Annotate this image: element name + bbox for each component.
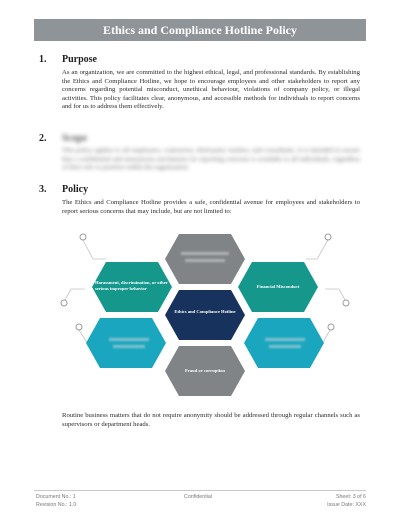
connector-line — [325, 289, 345, 300]
section-2-number: 2. — [39, 133, 47, 144]
connector-dot — [61, 300, 67, 306]
section-1-body: As an organization, we are committed to the highest ethical, legal, and professional standards. By establishing the Ethics and Compliance Hotline, we hope to encourage employees and other stakeholders to report any concerns regarding potential misconduct, unethical behaviour, violations of company policy, or illegal activities. This policy facilitates clear, anonymous, and accessible methods for individuals to report concerns and for us to address them effectively. — [62, 69, 360, 111]
footer-doc-number: Document No.: 1 — [36, 494, 76, 500]
hexagon-right-top-label: Financial Misconduct — [256, 284, 300, 289]
footer-issue-date: Issue Date: XXX — [327, 502, 366, 508]
connector-dot — [76, 324, 82, 330]
section-1-title: Purpose — [62, 54, 97, 65]
connector-line — [65, 289, 85, 300]
hexagon-right-bottom — [244, 318, 324, 368]
hexagon-center-label: Ethics and Compliance Hotline — [174, 309, 236, 314]
connector-dot — [328, 324, 334, 330]
hotline-diagram — [55, 222, 355, 400]
connector-dot — [325, 234, 331, 240]
footer-classification: Confidential — [184, 494, 212, 500]
closing-paragraph: Routine business matters that do not require anonymity should be addressed through regular channels such as supervisors or department heads. — [62, 412, 360, 428]
connector-line — [83, 240, 106, 259]
connector-dot — [343, 300, 349, 306]
section-3-number: 3. — [39, 184, 47, 195]
hexagon-center — [165, 290, 245, 340]
hexagon-left-bottom — [86, 318, 166, 368]
footer-divider — [34, 490, 366, 491]
section-3-title: Policy — [62, 184, 89, 195]
connector-dot — [80, 234, 86, 240]
hexagon-left-top-label: Harassment, discrimination, or other serious improper behavior — [95, 280, 168, 291]
section-2-title: Scope — [62, 133, 87, 144]
section-3-body: The Ethics and Compliance Hotline provides a safe, confidential avenue for employees and stakeholders to report serious concerns that may include, but are not limited to: — [62, 199, 360, 215]
connector-line — [306, 240, 328, 259]
hexagon-bottom-label: Fraud or corruption — [185, 368, 225, 373]
document-title: Ethics and Compliance Hotline Policy — [34, 19, 366, 41]
section-2-body: This policy applies to all employees, contractors, third-party vendors, and consultants. It is intended to ensure that a confidential and anonymous mechanism for reporting concerns is available to all individuals, regardless of their role or position within the organization. — [62, 147, 360, 172]
footer-revision: Revision No.: 1.0 — [36, 502, 77, 508]
footer-sheet: Sheet: 3 of 6 — [335, 494, 366, 500]
section-1-number: 1. — [39, 54, 47, 65]
